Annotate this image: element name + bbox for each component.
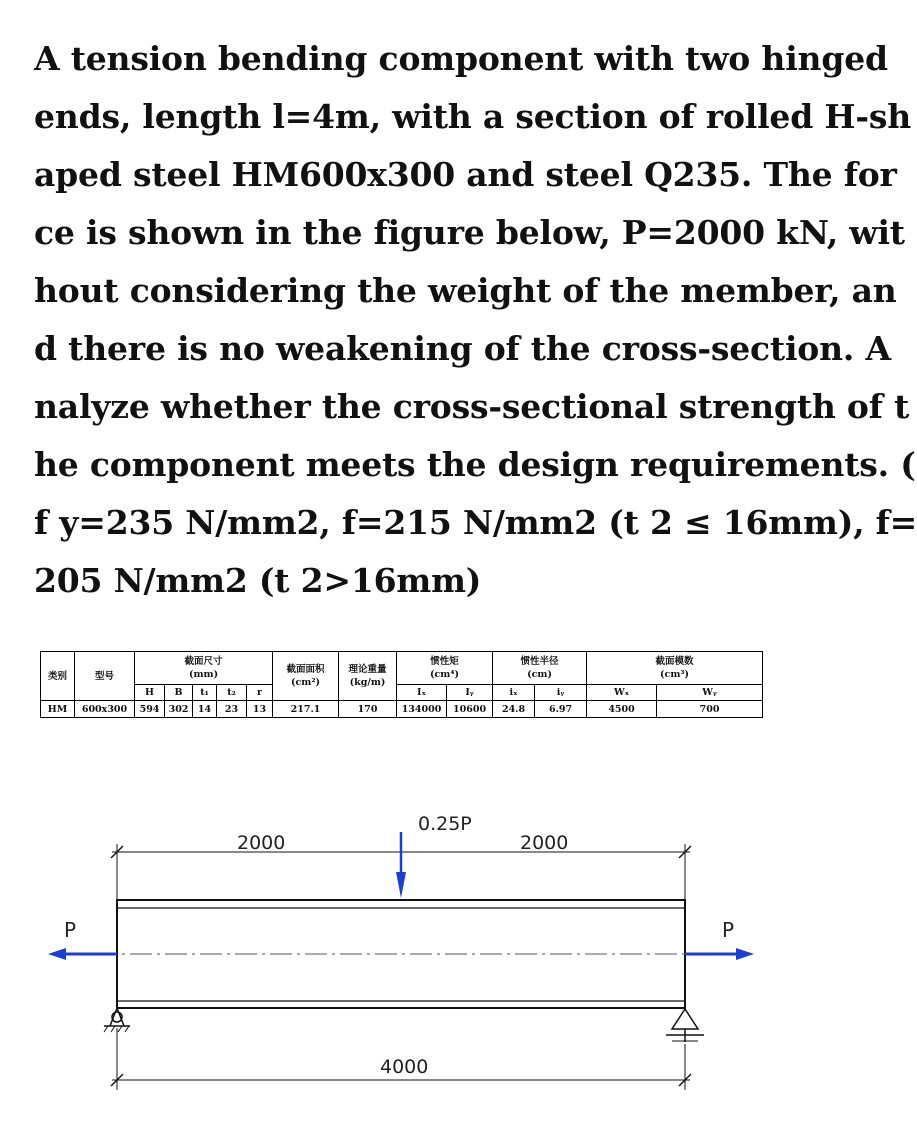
right-roller-support [666,1009,704,1042]
header-inertia [397,652,493,685]
header-dimensions-unit: (mm) [188,669,219,680]
header-category: 类别 [41,652,75,701]
problem-line-1: A tension bending component with two hinged [34,39,888,78]
header-modulus-unit: (cm³) [660,669,690,680]
cell-category: HM [41,701,75,718]
header-weight-title: 理论重量 [348,664,387,675]
dim-total-label: 4000 [380,1056,429,1078]
cell-iy: 6.97 [535,701,587,718]
sub-B: B [165,685,193,701]
problem-line-4: ce is shown in the figure below, P=2000 kN, wit [34,213,905,252]
cell-Wy: 700 [657,701,763,718]
cell-ix: 24.8 [493,701,535,718]
sub-Wx: Wₓ [587,685,657,701]
header-radius-unit: (cm) [527,669,552,680]
point-load-arrow [396,832,406,898]
left-force-label: P [64,918,77,942]
beam [60,900,740,1008]
right-axial-force-arrow [685,948,754,960]
cell-t2: 23 [217,701,247,718]
header-radius [493,652,587,685]
sub-Iy: Iᵧ [447,685,493,701]
sub-Ix: Iₓ [397,685,447,701]
header-inertia-title: 惯性矩 [430,656,459,667]
problem-line-5: hout considering the weight of the member, an [34,271,897,310]
sub-ix: iₓ [493,685,535,701]
cell-area: 217.1 [273,701,339,718]
section-property-table [40,651,763,718]
problem-line-7: nalyze whether the cross-sectional strength of t [34,387,910,426]
beam-diagram [0,790,828,1126]
header-weight [339,652,397,701]
cell-t1: 14 [193,701,217,718]
problem-statement [34,30,917,610]
problem-line-8: he component meets the design requirements. ( [34,445,916,484]
header-radius-title: 惯性半径 [520,656,559,667]
problem-line-2: ends, length l=4m, with a section of rolled H-sh [34,97,912,136]
cell-weight: 170 [339,701,397,718]
cell-r: 13 [247,701,273,718]
cell-B: 302 [165,701,193,718]
problem-line-6: d there is no weakening of the cross-section. A [34,329,891,368]
header-modulus-title: 截面模数 [655,656,694,667]
sub-t1: t₁ [193,685,217,701]
sub-t2: t₂ [217,685,247,701]
problem-line-10: 205 N/mm2 (t 2>16mm) [34,561,482,600]
right-force-label: P [722,918,735,942]
sub-r: r [247,685,273,701]
cell-Iy: 10600 [447,701,493,718]
cell-Ix: 134000 [397,701,447,718]
cell-H: 594 [135,701,165,718]
header-dimensions [135,652,273,685]
cell-Wx: 4500 [587,701,657,718]
header-inertia-unit: (cm⁴) [430,669,460,680]
dim-left-label: 2000 [237,832,286,854]
header-dimensions-title: 截面尺寸 [184,656,223,667]
header-weight-unit: (kg/m) [349,677,386,688]
header-area-unit: (cm²) [291,677,321,688]
header-area [273,652,339,701]
header-model: 型号 [75,652,135,701]
cell-model: 600x300 [75,701,135,718]
sub-Wy: Wᵧ [657,685,763,701]
problem-line-9: f y=235 N/mm2, f=215 N/mm2 (t 2 ≤ 16mm), f= [34,503,917,542]
table-row [41,701,763,718]
left-axial-force-arrow [48,948,117,960]
problem-line-3: aped steel HM600x300 and steel Q235. The for [34,155,897,194]
header-modulus [587,652,763,685]
load-label: 0.25P [418,813,472,835]
sub-H: H [135,685,165,701]
dim-right-label: 2000 [520,832,569,854]
header-area-title: 截面面积 [286,664,325,675]
sub-iy: iᵧ [535,685,587,701]
